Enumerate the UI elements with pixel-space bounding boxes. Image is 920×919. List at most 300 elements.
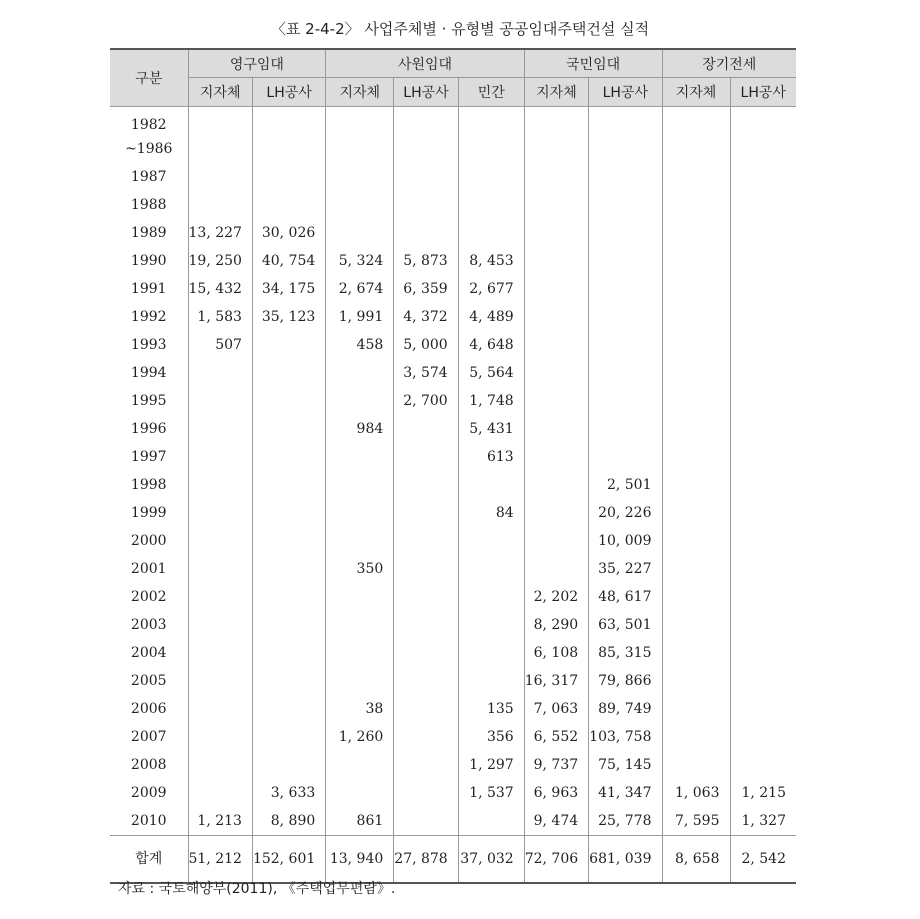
year-cell: 1999 [110, 499, 188, 527]
value-cell: 8, 890 [252, 807, 325, 836]
value-cell: 2, 202 [524, 583, 588, 611]
year-cell: 1996 [110, 415, 188, 443]
value-cell: 1, 297 [458, 751, 524, 779]
total-value-cell: 51, 212 [188, 836, 252, 884]
value-cell [394, 639, 458, 667]
year-cell: 1987 [110, 163, 188, 191]
value-cell [524, 219, 588, 247]
value-cell: 1, 260 [326, 723, 394, 751]
value-cell: 103, 758 [589, 723, 662, 751]
row-label-header: 구분 [110, 49, 188, 107]
value-cell [458, 471, 524, 499]
value-cell: 4, 372 [394, 303, 458, 331]
value-cell: 984 [326, 415, 394, 443]
value-cell [394, 191, 458, 219]
value-cell [326, 387, 394, 415]
value-cell [252, 415, 325, 443]
value-cell [252, 667, 325, 695]
sub-header: LH공사 [589, 78, 662, 107]
sub-header: 민간 [458, 78, 524, 107]
value-cell [326, 219, 394, 247]
table-row [110, 219, 796, 247]
value-cell: 613 [458, 443, 524, 471]
value-cell: 1, 748 [458, 387, 524, 415]
value-cell [524, 555, 588, 583]
value-cell [394, 499, 458, 527]
value-cell: 1, 327 [730, 807, 796, 836]
value-cell [662, 247, 730, 275]
value-cell: 7, 063 [524, 695, 588, 723]
value-cell: 1, 215 [730, 779, 796, 807]
value-cell [252, 443, 325, 471]
table-row [110, 499, 796, 527]
value-cell: 5, 431 [458, 415, 524, 443]
value-cell: 1, 991 [326, 303, 394, 331]
value-cell [394, 163, 458, 191]
value-cell [524, 303, 588, 331]
value-cell [458, 611, 524, 639]
value-cell [252, 107, 325, 164]
value-cell [394, 555, 458, 583]
table-row [110, 415, 796, 443]
value-cell [662, 359, 730, 387]
value-cell [730, 387, 796, 415]
value-cell [662, 107, 730, 164]
value-cell [188, 415, 252, 443]
value-cell: 89, 749 [589, 695, 662, 723]
value-cell [188, 387, 252, 415]
year-cell: 2007 [110, 723, 188, 751]
value-cell [589, 275, 662, 303]
value-cell: 5, 324 [326, 247, 394, 275]
value-cell: 75, 145 [589, 751, 662, 779]
table-row [110, 191, 796, 219]
value-cell: 25, 778 [589, 807, 662, 836]
value-cell [458, 191, 524, 219]
table-row [110, 107, 796, 164]
year-cell: 1990 [110, 247, 188, 275]
value-cell: 6, 963 [524, 779, 588, 807]
value-cell [252, 611, 325, 639]
value-cell [662, 443, 730, 471]
value-cell [326, 443, 394, 471]
value-cell [458, 667, 524, 695]
value-cell: 9, 737 [524, 751, 588, 779]
value-cell [730, 751, 796, 779]
table-body [110, 107, 796, 884]
value-cell [188, 555, 252, 583]
table-row [110, 331, 796, 359]
year-cell: 2008 [110, 751, 188, 779]
sub-header: 지자체 [524, 78, 588, 107]
value-cell [730, 275, 796, 303]
value-cell: 356 [458, 723, 524, 751]
value-cell [394, 723, 458, 751]
value-cell: 3, 574 [394, 359, 458, 387]
value-cell: 16, 317 [524, 667, 588, 695]
sub-header: LH공사 [730, 78, 796, 107]
value-cell: 6, 108 [524, 639, 588, 667]
value-cell: 2, 700 [394, 387, 458, 415]
year-cell: 2000 [110, 527, 188, 555]
header-sub-row [110, 78, 796, 107]
value-cell [394, 611, 458, 639]
value-cell [662, 611, 730, 639]
value-cell [326, 667, 394, 695]
value-cell [188, 107, 252, 164]
value-cell [252, 751, 325, 779]
table-row [110, 723, 796, 751]
value-cell [662, 219, 730, 247]
value-cell: 41, 347 [589, 779, 662, 807]
value-cell [589, 247, 662, 275]
value-cell [662, 415, 730, 443]
value-cell [662, 387, 730, 415]
value-cell: 10, 009 [589, 527, 662, 555]
value-cell: 4, 648 [458, 331, 524, 359]
value-cell [730, 163, 796, 191]
value-cell [326, 499, 394, 527]
value-cell [589, 303, 662, 331]
value-cell: 20, 226 [589, 499, 662, 527]
value-cell [662, 583, 730, 611]
value-cell [326, 779, 394, 807]
table-row [110, 807, 796, 836]
year-cell: 2010 [110, 807, 188, 836]
value-cell [326, 471, 394, 499]
value-cell [730, 611, 796, 639]
group-header-national: 국민임대 [524, 49, 662, 78]
year-cell: 1993 [110, 331, 188, 359]
year-cell: 1992 [110, 303, 188, 331]
value-cell [188, 443, 252, 471]
value-cell: 507 [188, 331, 252, 359]
value-cell [730, 303, 796, 331]
value-cell [662, 275, 730, 303]
value-cell [188, 191, 252, 219]
value-cell [188, 779, 252, 807]
value-cell [394, 415, 458, 443]
value-cell [524, 191, 588, 219]
year-cell: 2004 [110, 639, 188, 667]
table-row [110, 471, 796, 499]
year-cell: 1991 [110, 275, 188, 303]
value-cell [730, 107, 796, 164]
value-cell [326, 639, 394, 667]
table-row [110, 639, 796, 667]
year-cell: 2006 [110, 695, 188, 723]
value-cell [326, 611, 394, 639]
value-cell: 5, 873 [394, 247, 458, 275]
housing-construction-table [110, 48, 796, 884]
value-cell: 458 [326, 331, 394, 359]
value-cell: 35, 227 [589, 555, 662, 583]
year-cell: 1989 [110, 219, 188, 247]
table-caption: 〈표 2-4-2〉 사업주체별 · 유형별 공공임대주택건설 실적 [270, 20, 650, 38]
table-row [110, 555, 796, 583]
table-row [110, 359, 796, 387]
value-cell [188, 723, 252, 751]
year-cell: 1982 ~1986 [110, 107, 188, 164]
sub-header: LH공사 [394, 78, 458, 107]
value-cell: 350 [326, 555, 394, 583]
value-cell [252, 331, 325, 359]
value-cell [524, 247, 588, 275]
value-cell [524, 443, 588, 471]
value-cell [730, 415, 796, 443]
value-cell [252, 723, 325, 751]
year-cell: 2003 [110, 611, 188, 639]
value-cell [394, 527, 458, 555]
total-value-cell: 27, 878 [394, 836, 458, 884]
value-cell [252, 387, 325, 415]
value-cell [730, 359, 796, 387]
value-cell: 40, 754 [252, 247, 325, 275]
value-cell: 84 [458, 499, 524, 527]
table-row [110, 667, 796, 695]
value-cell [524, 527, 588, 555]
value-cell: 19, 250 [188, 247, 252, 275]
total-label: 합계 [110, 836, 188, 884]
value-cell: 2, 674 [326, 275, 394, 303]
value-cell: 38 [326, 695, 394, 723]
table-row [110, 751, 796, 779]
total-value-cell: 13, 940 [326, 836, 394, 884]
value-cell [188, 611, 252, 639]
value-cell [730, 639, 796, 667]
value-cell: 85, 315 [589, 639, 662, 667]
value-cell [394, 219, 458, 247]
total-value-cell: 152, 601 [252, 836, 325, 884]
total-row [110, 836, 796, 884]
value-cell [326, 191, 394, 219]
value-cell [662, 723, 730, 751]
value-cell [524, 499, 588, 527]
value-cell: 2, 501 [589, 471, 662, 499]
value-cell [589, 387, 662, 415]
value-cell [252, 639, 325, 667]
value-cell: 6, 552 [524, 723, 588, 751]
year-cell: 1988 [110, 191, 188, 219]
sub-header: LH공사 [252, 78, 325, 107]
value-cell: 35, 123 [252, 303, 325, 331]
value-cell [188, 471, 252, 499]
total-value-cell: 681, 039 [589, 836, 662, 884]
value-cell [252, 471, 325, 499]
value-cell [394, 471, 458, 499]
value-cell [458, 555, 524, 583]
value-cell: 15, 432 [188, 275, 252, 303]
value-cell [188, 499, 252, 527]
value-cell [394, 107, 458, 164]
value-cell [730, 695, 796, 723]
table-row [110, 779, 796, 807]
value-cell [394, 807, 458, 836]
value-cell [252, 527, 325, 555]
value-cell [662, 667, 730, 695]
value-cell [730, 443, 796, 471]
value-cell [662, 555, 730, 583]
value-cell [662, 191, 730, 219]
value-cell [589, 359, 662, 387]
value-cell [730, 331, 796, 359]
sub-header: 지자체 [188, 78, 252, 107]
value-cell [394, 443, 458, 471]
value-cell [326, 107, 394, 164]
year-cell: 2001 [110, 555, 188, 583]
total-value-cell: 37, 032 [458, 836, 524, 884]
value-cell: 48, 617 [589, 583, 662, 611]
value-cell [326, 527, 394, 555]
header-group-row [110, 49, 796, 78]
value-cell: 135 [458, 695, 524, 723]
sub-header: 지자체 [326, 78, 394, 107]
value-cell [524, 275, 588, 303]
value-cell [188, 527, 252, 555]
group-header-longterm: 장기전세 [662, 49, 796, 78]
value-cell [662, 163, 730, 191]
value-cell [524, 107, 588, 164]
value-cell [524, 359, 588, 387]
value-cell [589, 415, 662, 443]
value-cell [662, 527, 730, 555]
value-cell: 6, 359 [394, 275, 458, 303]
sub-header: 지자체 [662, 78, 730, 107]
value-cell [394, 695, 458, 723]
value-cell [326, 751, 394, 779]
value-cell [730, 471, 796, 499]
value-cell [252, 555, 325, 583]
value-cell: 861 [326, 807, 394, 836]
total-value-cell: 8, 658 [662, 836, 730, 884]
value-cell [524, 471, 588, 499]
value-cell: 1, 213 [188, 807, 252, 836]
value-cell: 79, 866 [589, 667, 662, 695]
value-cell [458, 639, 524, 667]
value-cell [252, 191, 325, 219]
table-row [110, 695, 796, 723]
value-cell [252, 359, 325, 387]
total-value-cell: 72, 706 [524, 836, 588, 884]
year-cell: 1995 [110, 387, 188, 415]
value-cell: 1, 537 [458, 779, 524, 807]
value-cell [188, 695, 252, 723]
value-cell [730, 723, 796, 751]
value-cell [188, 751, 252, 779]
value-cell: 8, 453 [458, 247, 524, 275]
value-cell [188, 583, 252, 611]
value-cell: 13, 227 [188, 219, 252, 247]
value-cell [326, 163, 394, 191]
value-cell [589, 107, 662, 164]
value-cell [662, 751, 730, 779]
value-cell [458, 163, 524, 191]
value-cell [458, 107, 524, 164]
value-cell [730, 247, 796, 275]
table-row [110, 163, 796, 191]
value-cell [730, 583, 796, 611]
value-cell [252, 583, 325, 611]
value-cell: 4, 489 [458, 303, 524, 331]
value-cell [458, 527, 524, 555]
value-cell [188, 359, 252, 387]
table-row [110, 303, 796, 331]
value-cell: 30, 026 [252, 219, 325, 247]
value-cell [188, 667, 252, 695]
value-cell [662, 331, 730, 359]
value-cell [188, 639, 252, 667]
value-cell [662, 471, 730, 499]
table-row [110, 443, 796, 471]
value-cell [458, 219, 524, 247]
year-cell: 2009 [110, 779, 188, 807]
value-cell [458, 583, 524, 611]
table-row [110, 583, 796, 611]
value-cell [730, 527, 796, 555]
value-cell: 34, 175 [252, 275, 325, 303]
value-cell [730, 555, 796, 583]
table-row [110, 611, 796, 639]
year-cell: 1997 [110, 443, 188, 471]
value-cell [662, 695, 730, 723]
table-row [110, 247, 796, 275]
value-cell [252, 499, 325, 527]
value-cell [524, 331, 588, 359]
value-cell [730, 191, 796, 219]
value-cell [730, 667, 796, 695]
value-cell [394, 583, 458, 611]
table-row [110, 275, 796, 303]
value-cell [662, 499, 730, 527]
value-cell [394, 779, 458, 807]
value-cell [589, 219, 662, 247]
value-cell: 1, 063 [662, 779, 730, 807]
value-cell [662, 303, 730, 331]
value-cell: 2, 677 [458, 275, 524, 303]
total-value-cell: 2, 542 [730, 836, 796, 884]
value-cell: 63, 501 [589, 611, 662, 639]
value-cell [394, 667, 458, 695]
value-cell [524, 163, 588, 191]
value-cell [252, 695, 325, 723]
value-cell [252, 163, 325, 191]
value-cell: 7, 595 [662, 807, 730, 836]
table-row [110, 387, 796, 415]
value-cell [188, 163, 252, 191]
value-cell [589, 331, 662, 359]
value-cell [589, 191, 662, 219]
value-cell: 3, 633 [252, 779, 325, 807]
year-cell: 1998 [110, 471, 188, 499]
value-cell [589, 163, 662, 191]
value-cell [730, 499, 796, 527]
value-cell: 5, 564 [458, 359, 524, 387]
value-cell [662, 639, 730, 667]
value-cell [326, 583, 394, 611]
value-cell [524, 415, 588, 443]
group-header-permanent: 영구임대 [188, 49, 326, 78]
value-cell: 8, 290 [524, 611, 588, 639]
value-cell: 1, 583 [188, 303, 252, 331]
value-cell [589, 443, 662, 471]
year-cell: 2005 [110, 667, 188, 695]
table-row [110, 527, 796, 555]
year-cell: 1994 [110, 359, 188, 387]
group-header-employee: 사원임대 [326, 49, 524, 78]
value-cell [326, 359, 394, 387]
value-cell: 9, 474 [524, 807, 588, 836]
value-cell [524, 387, 588, 415]
